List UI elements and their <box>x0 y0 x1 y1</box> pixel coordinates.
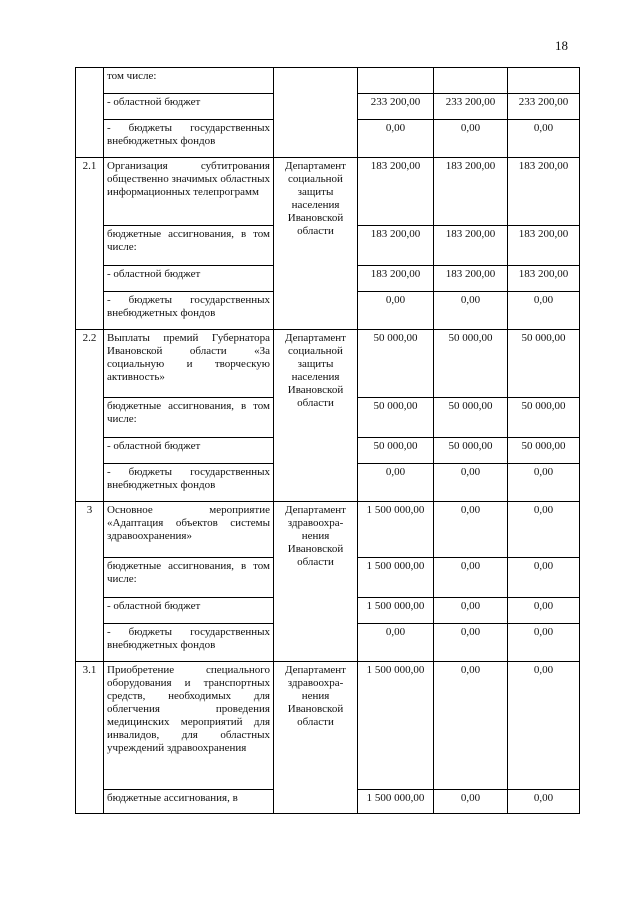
value-year-3: 0,00 <box>508 120 580 158</box>
row-name: бюджетные ассигнования, в <box>104 790 274 814</box>
row-number: 3 <box>76 502 104 662</box>
value-year-1: 0,00 <box>358 292 434 330</box>
row-number <box>76 68 104 158</box>
value-year-2: 0,00 <box>434 790 508 814</box>
value-year-3 <box>508 68 580 94</box>
row-name: - областной бюджет <box>104 94 274 120</box>
value-year-3: 50 000,00 <box>508 330 580 398</box>
value-year-1: 183 200,00 <box>358 266 434 292</box>
value-year-1: 0,00 <box>358 120 434 158</box>
row-name: - областной бюджет <box>104 438 274 464</box>
value-year-3: 233 200,00 <box>508 94 580 120</box>
value-year-2: 50 000,00 <box>434 330 508 398</box>
row-executor: Департамент здравоохра-нения Ивановской области <box>274 662 358 814</box>
value-year-3: 0,00 <box>508 292 580 330</box>
table-row <box>76 158 580 226</box>
row-name: том числе: <box>104 68 274 94</box>
row-name: бюджетные ассигнования, в том числе: <box>104 558 274 598</box>
value-year-2: 50 000,00 <box>434 398 508 438</box>
value-year-2: 0,00 <box>434 120 508 158</box>
row-name: - областной бюджет <box>104 266 274 292</box>
row-name: - бюджеты государственных внебюджетных фондов <box>104 292 274 330</box>
value-year-1: 1 500 000,00 <box>358 558 434 598</box>
row-number: 2.2 <box>76 330 104 502</box>
table-row <box>76 330 580 398</box>
row-name: бюджетные ассигнования, в том числе: <box>104 226 274 266</box>
value-year-1: 1 500 000,00 <box>358 662 434 790</box>
value-year-2 <box>434 68 508 94</box>
value-year-1: 1 500 000,00 <box>358 502 434 558</box>
row-executor <box>274 68 358 158</box>
value-year-3: 50 000,00 <box>508 398 580 438</box>
row-executor: Департамент социальной защиты населения Ивановской области <box>274 158 358 330</box>
value-year-3: 0,00 <box>508 598 580 624</box>
budget-table <box>75 67 580 814</box>
row-name: Выплаты премий Губернатора Ивановской области «За социальную и творческую активность» <box>104 330 274 398</box>
value-year-1: 0,00 <box>358 464 434 502</box>
value-year-1: 183 200,00 <box>358 158 434 226</box>
value-year-2: 183 200,00 <box>434 266 508 292</box>
table-row <box>76 662 580 790</box>
value-year-3: 0,00 <box>508 502 580 558</box>
value-year-2: 233 200,00 <box>434 94 508 120</box>
value-year-1: 50 000,00 <box>358 438 434 464</box>
value-year-3: 183 200,00 <box>508 266 580 292</box>
value-year-3: 0,00 <box>508 662 580 790</box>
value-year-1: 1 500 000,00 <box>358 790 434 814</box>
row-name: Организация субтитрования общественно значимых областных информационных телепрограмм <box>104 158 274 226</box>
page-number: 18 <box>555 38 568 53</box>
value-year-3: 50 000,00 <box>508 438 580 464</box>
row-executor: Департамент здравоохра-нения Ивановской области <box>274 502 358 662</box>
row-name: - бюджеты государственных внебюджетных фондов <box>104 120 274 158</box>
value-year-3: 0,00 <box>508 558 580 598</box>
value-year-3: 183 200,00 <box>508 158 580 226</box>
value-year-1: 50 000,00 <box>358 330 434 398</box>
row-name: - областной бюджет <box>104 598 274 624</box>
row-name: - бюджеты государственных внебюджетных фондов <box>104 624 274 662</box>
value-year-2: 0,00 <box>434 662 508 790</box>
row-number: 2.1 <box>76 158 104 330</box>
value-year-2: 50 000,00 <box>434 438 508 464</box>
row-number: 3.1 <box>76 662 104 814</box>
row-name: Основное мероприятие «Адаптация объектов системы здравоохранения» <box>104 502 274 558</box>
value-year-3: 0,00 <box>508 790 580 814</box>
value-year-2: 183 200,00 <box>434 158 508 226</box>
row-name: бюджетные ассигнования, в том числе: <box>104 398 274 438</box>
value-year-1: 50 000,00 <box>358 398 434 438</box>
value-year-2: 0,00 <box>434 598 508 624</box>
row-name: - бюджеты государственных внебюджетных фондов <box>104 464 274 502</box>
value-year-3: 0,00 <box>508 624 580 662</box>
value-year-2: 0,00 <box>434 624 508 662</box>
value-year-2: 183 200,00 <box>434 226 508 266</box>
table-row <box>76 502 580 558</box>
row-executor: Департамент социальной защиты населения Ивановской области <box>274 330 358 502</box>
table-row <box>76 68 580 94</box>
value-year-3: 183 200,00 <box>508 226 580 266</box>
value-year-2: 0,00 <box>434 558 508 598</box>
row-name: Приобретение специального оборудования и транспортных средств, необходимых для облегчения проведения медицинских мероприятий для инвалидов, для областных учреждений здравоохранения <box>104 662 274 790</box>
value-year-2: 0,00 <box>434 502 508 558</box>
value-year-1: 0,00 <box>358 624 434 662</box>
value-year-1 <box>358 68 434 94</box>
value-year-3: 0,00 <box>508 464 580 502</box>
value-year-2: 0,00 <box>434 464 508 502</box>
value-year-1: 233 200,00 <box>358 94 434 120</box>
value-year-1: 183 200,00 <box>358 226 434 266</box>
value-year-1: 1 500 000,00 <box>358 598 434 624</box>
value-year-2: 0,00 <box>434 292 508 330</box>
